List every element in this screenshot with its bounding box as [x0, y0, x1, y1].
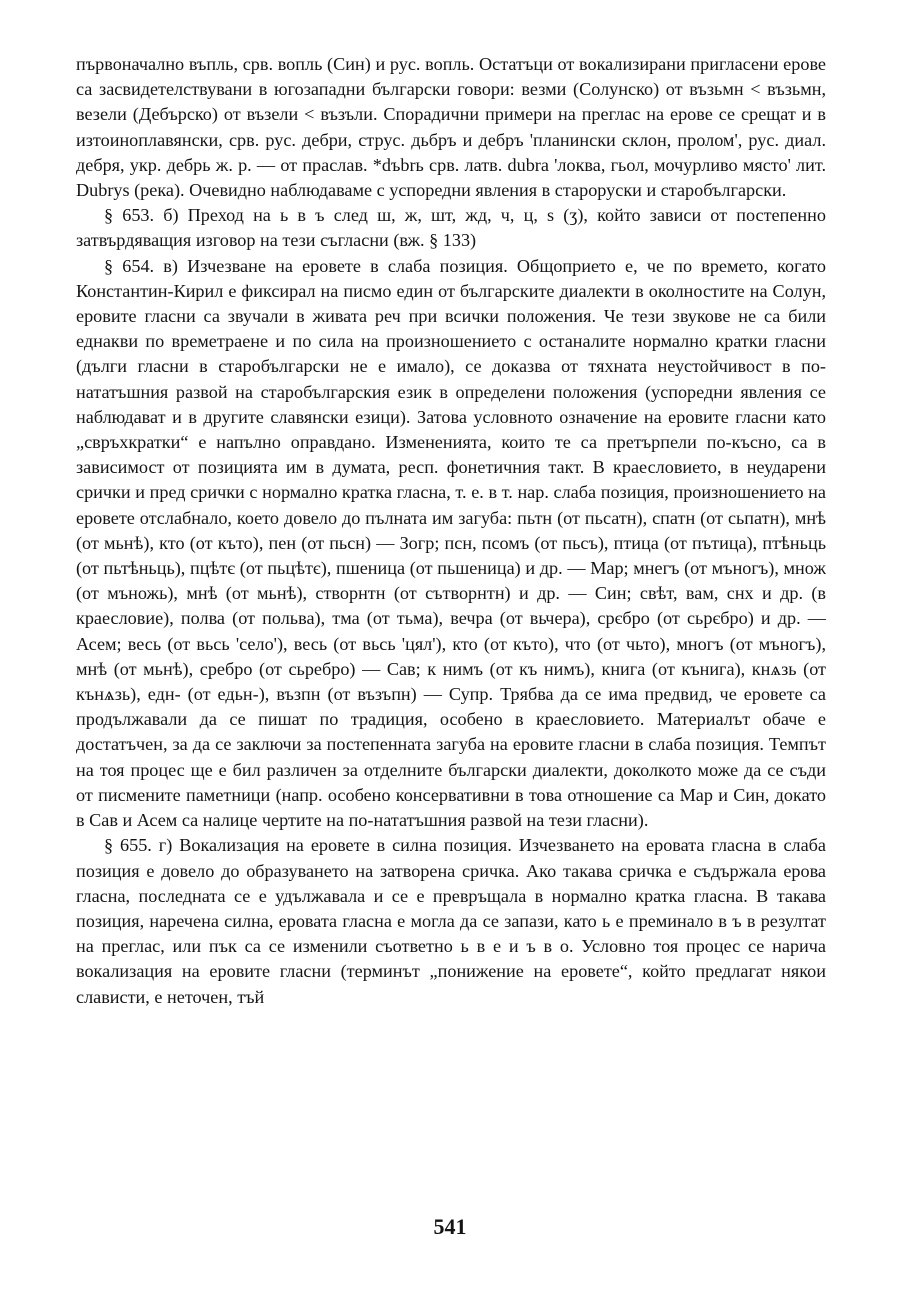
page-number: 541	[433, 1214, 467, 1239]
paragraph-655: § 655. г) Вокализация на еровете в силна позиция. Изчезването на еровата гласна в слаба позиция е довело до образуването на затворена сричка. Ако такава сричка е съдържала ерова гласна, последната се е удължавала и се е превръщала в нормално кратка гласна. В такава позиция, наречена силна, еровата гласна е могла да се запази, като ь е преминало в ъ в резултат на преглас, или пък са се изменили съответно ь в е и ъ в о. Условно тоя процес се нарича вокализация на еровите гласни (терминът „понижение на еровете“, който предлагат някои слависти, е неточен, тъй	[76, 835, 826, 1007]
paragraph-654: § 654. в) Изчезване на еровете в слаба позиция. Общоприето е, че по времето, когато Константин-Кирил е фиксирал на писмо един от българските диалекти в околностите на Солун, еровите гласни са звучали в живата реч при всички положения. Че тези звукове не са били еднакви по времетраене и по сила на произношението с останалите нормално кратки гласни (дълги гласни в старобългарски не е имало), се доказва от тяхната неустойчивост в по-нататъшния развой на старобългарския език в определени положения (успоредни явления се наблюдават и в другите славянски езици). Затова условното означение на еровите гласни като „свръхкратки“ е напълно оправдано. Измененията, които те са претърпели по-късно, са в зависимост от позицията им в думата, респ. фонетичния такт. В краесловието, в неударени срички и пред срички с нормално кратка гласна, т. е. в т. нар. слаба позиция, произношението на еровете отслабнало, което довело до пълната им загуба: пьтн (от пьсатн), спатн (от сьпатн), мнѣ (от мьнѣ), кто (от къто), пен (от пьсн) — Зогр; псн, псомъ (от пьсъ), птица (от пътица), птѣньць (от пьтѣньць), пцѣтє (от пьцѣтє), пшеница (от пьшеница) и др. — Мар; мнегъ (от мъногъ), множ (от мъножь), мнѣ (от мьнѣ), створнтн (от сътворнтн) и др. — Син; свѣт, вам, снх и др. (в краесловие), полва (от польва), тма (от тьма), вечра (от вьчера), срєбро (от сьрєбро) и др. — Асем; весь (от вьсь 'село'), весь (от вьсь 'цял'), кто (от къто), что (от чьто), многъ (от мъногъ), мнѣ (от мьнѣ), сребро (от сьребро) — Сав; к нимъ (от къ нимъ), книга (от кънига), кнѧзь (от кънѧзь), едн- (от едьн-), възпн (от възъпн) — Супр. Трябва да се има предвид, че еровете са продължавали да се пишат по традиция, особено в краесловието. Материалът обаче е достатъчен, за да се заключи за постепенната загуба на еровите гласни в слаба позиция. Темпът на тоя процес ще е бил различен за отделните български диалекти, доколкото може да се съди от писмените паметници (напр. особено консервативни в това отношение са Мар и Син, докато в Сав и Асем са налице чертите на по-нататъшния развой на тези гласни).	[76, 255, 826, 831]
paragraph-continuation: първоначално въпль, срв. вопль (Син) и рус. вопль. Остатъци от вокализирани пригласени ерове са засвидетелствувани в югозападни български говори: везми (Солунско) от възьмн < възьмн, везели (Дебърско) от възели < възъли. Спорадични примери на преглас на ерове се срещат и в изтоиноплавянски, срв. рус. дебри, струс. дьбръ и дебръ 'планински склон, пролом', рус. диал. дебря, укр. дебрь ж. р. — от праслав. *dъbrь срв. латв. dubra 'локва, гьол, мочурливо място' лит. Dubrys (река). Очевидно наблюдаваме с успоредни явления в староруски и старобългарски.	[76, 54, 826, 201]
paragraph-653: § 653. б) Преход на ь в ъ след ш, ж, шт, жд, ч, ц, s (ʒ), който зависи от постепенно затвърдяващия изговор на тези съгласни (вж. § 133)	[76, 205, 826, 251]
page-body	[76, 52, 826, 1010]
